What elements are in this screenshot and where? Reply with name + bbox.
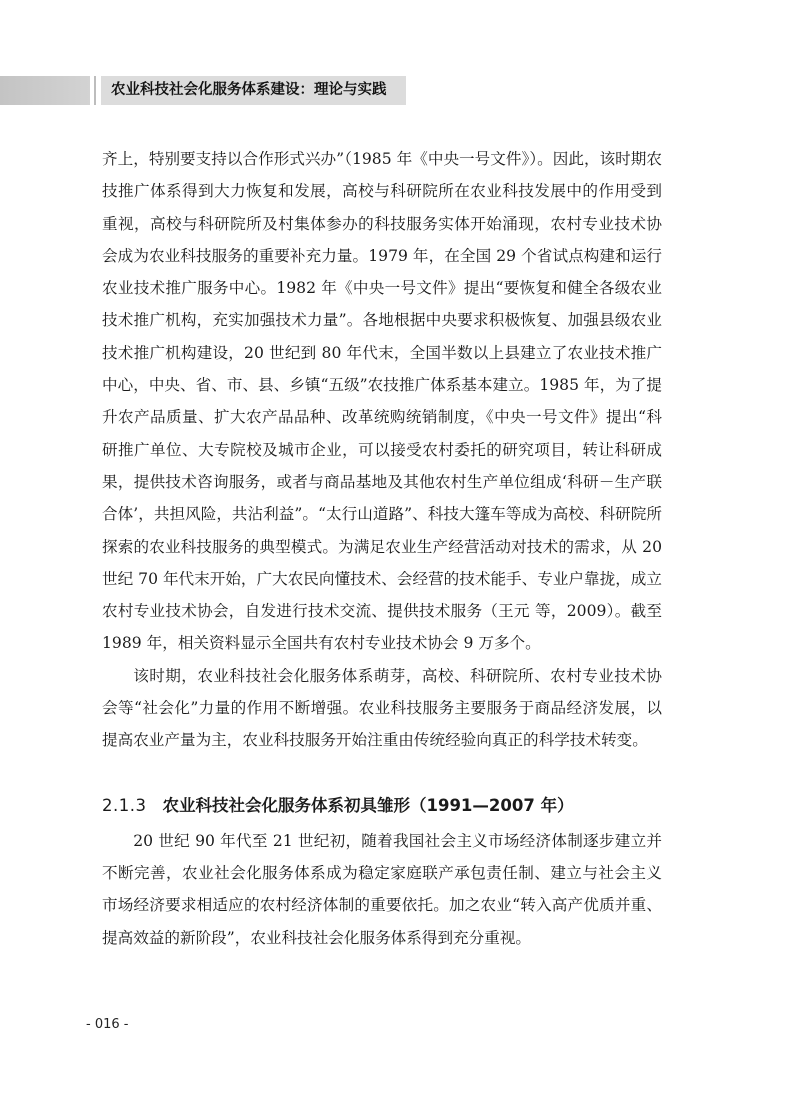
page-number: - 016 - [86,1017,129,1032]
header-band [0,76,90,105]
paragraph: 该时期，农业科技社会化服务体系萌芽，高校、科研院所、农村专业技术协会等“社会化”力量的作用不断增强。农业科技服务主要服务于商品经济发展，以提高农业产量为主，农业科技服务开始注重由传统经验向真正的科学技术转变。 [102,666,662,750]
section-paragraph: 20 世纪 90 年代至 21 世纪初，随着我国社会主义市场经济体制逐步建立并不断完善，农业社会化服务体系成为稳定家庭联产承包责任制、建立与社会主义市场经济要求相适应的农村经济体制的重要依托。加之农业“转入高产优质并重、提高效益的新阶段”，农业科技社会化服务体系得到充分重视。 [102,831,662,947]
section-number: 2.1.3 [102,795,147,815]
page-body [102,143,662,954]
paragraph-continued: 齐上，特别要支持以合作形式兴办”（1985 年《中央一号文件》）。因此，该时期农技推广体系得到大力恢复和发展，高校与科研院所在农业科技发展中的作用受到重视，高校与科研院所及村集体参办的科技服务实体开始涌现，农村专业技术协会成为农业科技服务的重要补充力量。1979 年，在全国 29 个省试点构建和运行农业技术推广服务中心。1982 年《中央一号文件》提出“要恢复和健全各级农业技术推广机构，充实加强技术力量”。各地根据中央要求积极恢复、加强县级农业技术推广机构建设，20 世纪到 80 年代末，全国半数以上县建立了农业技术推广中心，中央、省、市、县、乡镇“五级”农技推广体系基本建立。1985 年，为了提升农产品质量、扩大农产品品种、改革统购统销制度，《中央一号文件》提出“科研推广单位、大专院校及城市企业，可以接受农村委托的研究项目，转让科研成果，提供技术咨询服务，或者与商品基地及其他农村生产单位组成‘科研－生产联合体’，共担风险，共沾利益”。“太行山道路”、科技大篷车等成为高校、科研院所探索的农业科技服务的典型模式。为满足农业生产经营活动对技术的需求，从 20 世纪 70 年代末开始，广大农民向懂技术、会经营的技术能手、专业户靠拢，成立农村专业技术协会，自发进行技术交流、提供技术服务（王元 等，2009）。截至 1989 年，相关资料显示全国共有农村专业技术协会 9 万多个。 [102,150,662,653]
header-divider [94,76,96,105]
section-title: 农业科技社会化服务体系初具雏形（1991—2007 年） [162,795,574,815]
running-title: 农业科技社会化服务体系建设：理论与实践 [111,82,387,98]
section-heading [102,787,662,825]
